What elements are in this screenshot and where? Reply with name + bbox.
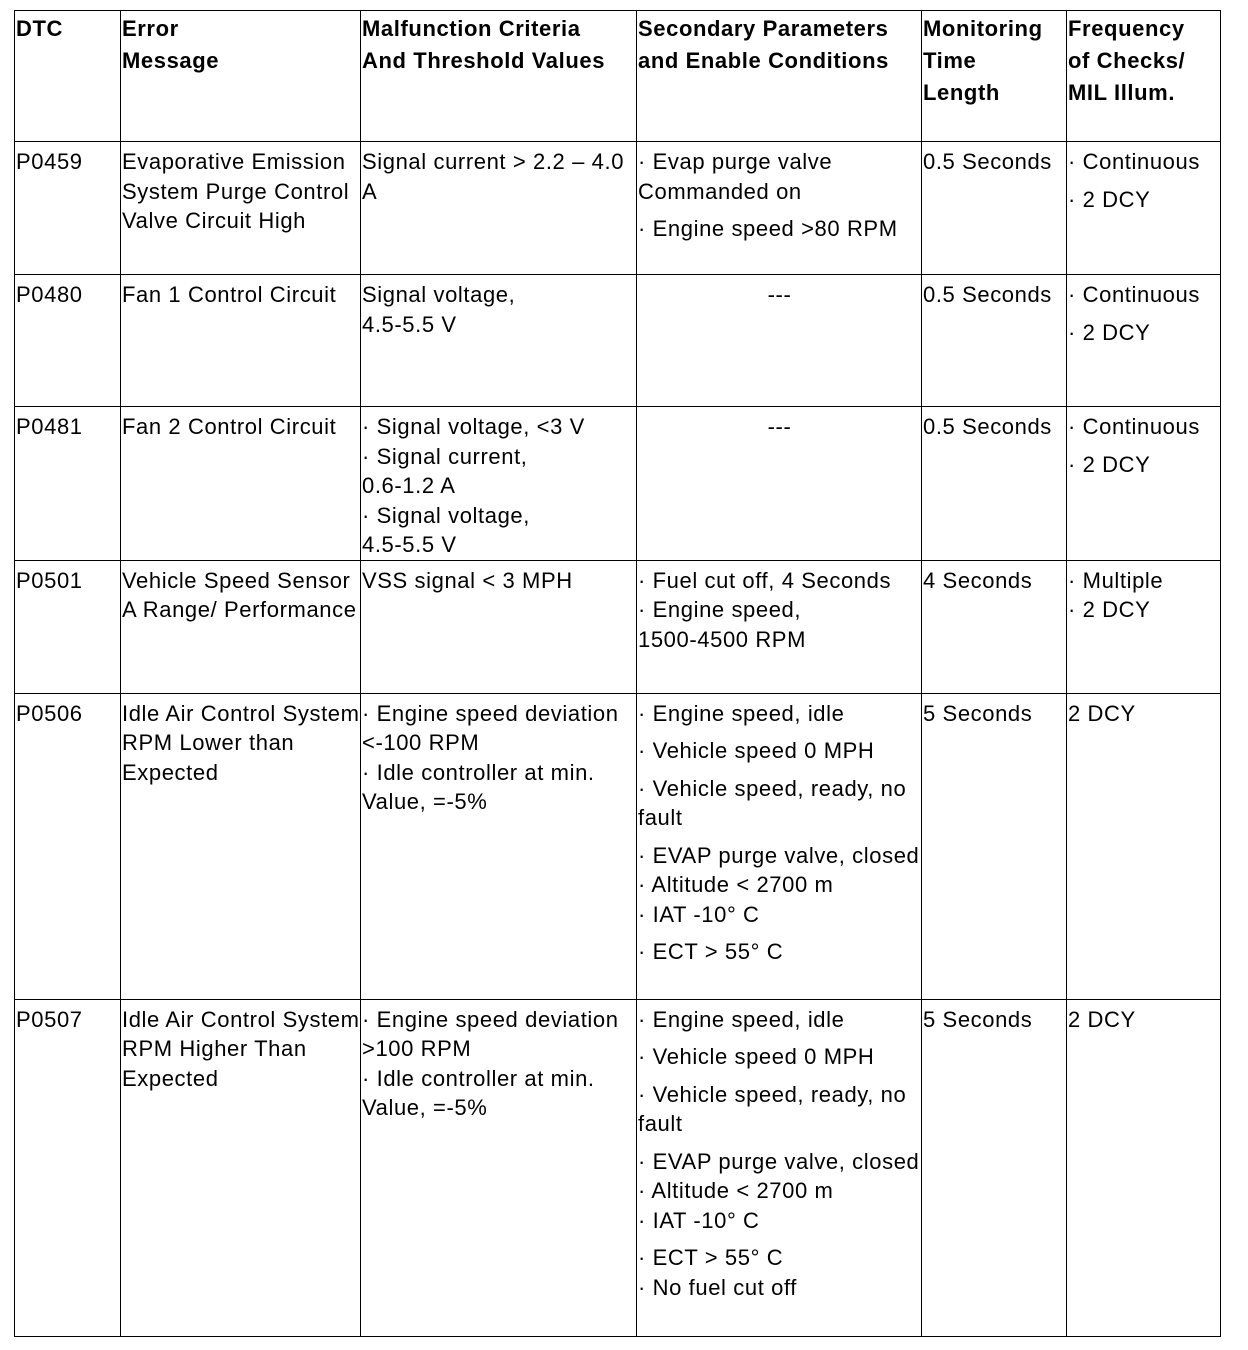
secondary-line: --- bbox=[767, 414, 792, 439]
frequency-line: · 2 DCY bbox=[1068, 186, 1151, 212]
criteria-cell bbox=[361, 693, 637, 999]
criteria-cell bbox=[361, 407, 637, 561]
secondary-line: · IAT -10° C bbox=[638, 1207, 760, 1233]
header-malfunction-criteria: Malfunction Criteria And Threshold Values bbox=[361, 11, 637, 142]
table-row bbox=[15, 407, 1221, 561]
secondary-line: --- bbox=[767, 282, 792, 307]
frequency-line: · 2 DCY bbox=[1068, 597, 1151, 622]
error-message-cell: Idle Air Control System RPM Lower than Expected bbox=[121, 693, 361, 999]
monitoring-time-cell: 0.5 Seconds bbox=[922, 407, 1067, 561]
header-monitoring-time: Monitoring Time Length bbox=[922, 11, 1067, 142]
frequency-line: · Multiple bbox=[1068, 567, 1164, 593]
criteria-line: · Signal current, bbox=[362, 443, 528, 469]
error-message-cell: Fan 2 Control Circuit bbox=[121, 407, 361, 561]
secondary-line: · ECT > 55° C bbox=[638, 939, 784, 964]
secondary-line: · Evap purge valve Commanded on bbox=[638, 149, 833, 204]
dtc-code-cell: P0480 bbox=[15, 275, 121, 407]
criteria-cell bbox=[361, 560, 637, 693]
frequency-cell bbox=[1067, 999, 1221, 1336]
criteria-line: · Idle controller at min. bbox=[362, 759, 595, 785]
frequency-line: 2 DCY bbox=[1068, 700, 1136, 726]
table-row bbox=[15, 142, 1221, 275]
frequency-line: · Continuous bbox=[1068, 149, 1200, 174]
frequency-cell bbox=[1067, 693, 1221, 999]
header-row bbox=[15, 11, 1221, 142]
secondary-line: · Engine speed, idle bbox=[638, 700, 845, 726]
secondary-line: · Vehicle speed 0 MPH bbox=[638, 1044, 875, 1069]
criteria-line: Signal current > 2.2 – 4.0 A bbox=[362, 149, 625, 204]
frequency-cell bbox=[1067, 560, 1221, 693]
secondary-line: · Fuel cut off, 4 Seconds bbox=[638, 567, 892, 593]
secondary-line: · EVAP purge valve, closed bbox=[638, 1148, 920, 1174]
criteria-line: <-100 RPM bbox=[362, 730, 480, 755]
secondary-cell bbox=[637, 560, 922, 693]
secondary-line: · Vehicle speed, ready, no fault bbox=[638, 775, 907, 830]
dtc-code-cell: P0501 bbox=[15, 560, 121, 693]
criteria-cell bbox=[361, 275, 637, 407]
criteria-cell bbox=[361, 142, 637, 275]
secondary-line: · Altitude < 2700 m bbox=[638, 872, 834, 897]
criteria-cell bbox=[361, 999, 637, 1336]
secondary-cell bbox=[637, 407, 922, 561]
criteria-line: · Signal voltage, <3 V bbox=[362, 414, 585, 439]
frequency-line: · Continuous bbox=[1068, 282, 1200, 307]
header-dtc: DTC bbox=[15, 11, 121, 142]
dtc-code-cell: P0507 bbox=[15, 999, 121, 1336]
header-error-message: Error Message bbox=[121, 11, 361, 142]
error-message-cell: Fan 1 Control Circuit bbox=[121, 275, 361, 407]
header-secondary-parameters: Secondary Parameters and Enable Conditions bbox=[637, 11, 922, 142]
monitoring-time-cell: 5 Seconds bbox=[922, 999, 1067, 1336]
secondary-line: · Engine speed, bbox=[638, 597, 802, 622]
secondary-cell bbox=[637, 142, 922, 275]
frequency-line: · 2 DCY bbox=[1068, 319, 1151, 345]
monitoring-time-cell: 0.5 Seconds bbox=[922, 275, 1067, 407]
dtc-table bbox=[14, 10, 1221, 1337]
frequency-line: 2 DCY bbox=[1068, 1006, 1136, 1032]
criteria-line: 4.5-5.5 V bbox=[362, 311, 457, 337]
criteria-line: Value, =-5% bbox=[362, 789, 488, 814]
monitoring-time-cell: 4 Seconds bbox=[922, 560, 1067, 693]
secondary-cell bbox=[637, 275, 922, 407]
frequency-line: · 2 DCY bbox=[1068, 451, 1151, 477]
dtc-code-cell: P0506 bbox=[15, 693, 121, 999]
error-message-cell: Vehicle Speed Sensor A Range/ Performance bbox=[121, 560, 361, 693]
secondary-cell bbox=[637, 693, 922, 999]
header-frequency: Frequency of Checks/ MIL Illum. bbox=[1067, 11, 1221, 142]
secondary-line: · Engine speed >80 RPM bbox=[638, 216, 898, 241]
secondary-line: · ECT > 55° C bbox=[638, 1245, 784, 1270]
secondary-line: · Engine speed, idle bbox=[638, 1006, 845, 1032]
secondary-cell bbox=[637, 999, 922, 1336]
criteria-line: · Engine speed deviation bbox=[362, 700, 619, 726]
secondary-line: · Vehicle speed, ready, no fault bbox=[638, 1081, 907, 1136]
secondary-line: · Vehicle speed 0 MPH bbox=[638, 738, 875, 763]
criteria-line: 4.5-5.5 V bbox=[362, 532, 457, 557]
frequency-line: · Continuous bbox=[1068, 414, 1200, 439]
criteria-line: 0.6-1.2 A bbox=[362, 473, 456, 498]
secondary-line: · Altitude < 2700 m bbox=[638, 1178, 834, 1203]
error-message-cell: Evaporative Emission System Purge Control Valve Circuit High bbox=[121, 142, 361, 275]
dtc-code-cell: P0459 bbox=[15, 142, 121, 275]
table-row bbox=[15, 275, 1221, 407]
secondary-line: 1500-4500 RPM bbox=[638, 626, 807, 652]
criteria-line: · Signal voltage, bbox=[362, 502, 530, 528]
criteria-line: VSS signal < 3 MPH bbox=[362, 567, 573, 593]
criteria-line: Signal voltage, bbox=[362, 282, 516, 307]
table-row bbox=[15, 999, 1221, 1336]
criteria-line: Value, =-5% bbox=[362, 1095, 488, 1120]
frequency-cell bbox=[1067, 142, 1221, 275]
secondary-line: · IAT -10° C bbox=[638, 901, 760, 927]
frequency-cell bbox=[1067, 275, 1221, 407]
table-row bbox=[15, 693, 1221, 999]
error-message-cell: Idle Air Control System RPM Higher Than Expected bbox=[121, 999, 361, 1336]
criteria-line: · Idle controller at min. bbox=[362, 1065, 595, 1091]
criteria-line: · Engine speed deviation bbox=[362, 1006, 619, 1032]
table-row bbox=[15, 560, 1221, 693]
frequency-cell bbox=[1067, 407, 1221, 561]
secondary-line: · EVAP purge valve, closed bbox=[638, 842, 920, 868]
monitoring-time-cell: 0.5 Seconds bbox=[922, 142, 1067, 275]
monitoring-time-cell: 5 Seconds bbox=[922, 693, 1067, 999]
dtc-code-cell: P0481 bbox=[15, 407, 121, 561]
criteria-line: >100 RPM bbox=[362, 1036, 472, 1061]
secondary-line: · No fuel cut off bbox=[638, 1274, 797, 1300]
